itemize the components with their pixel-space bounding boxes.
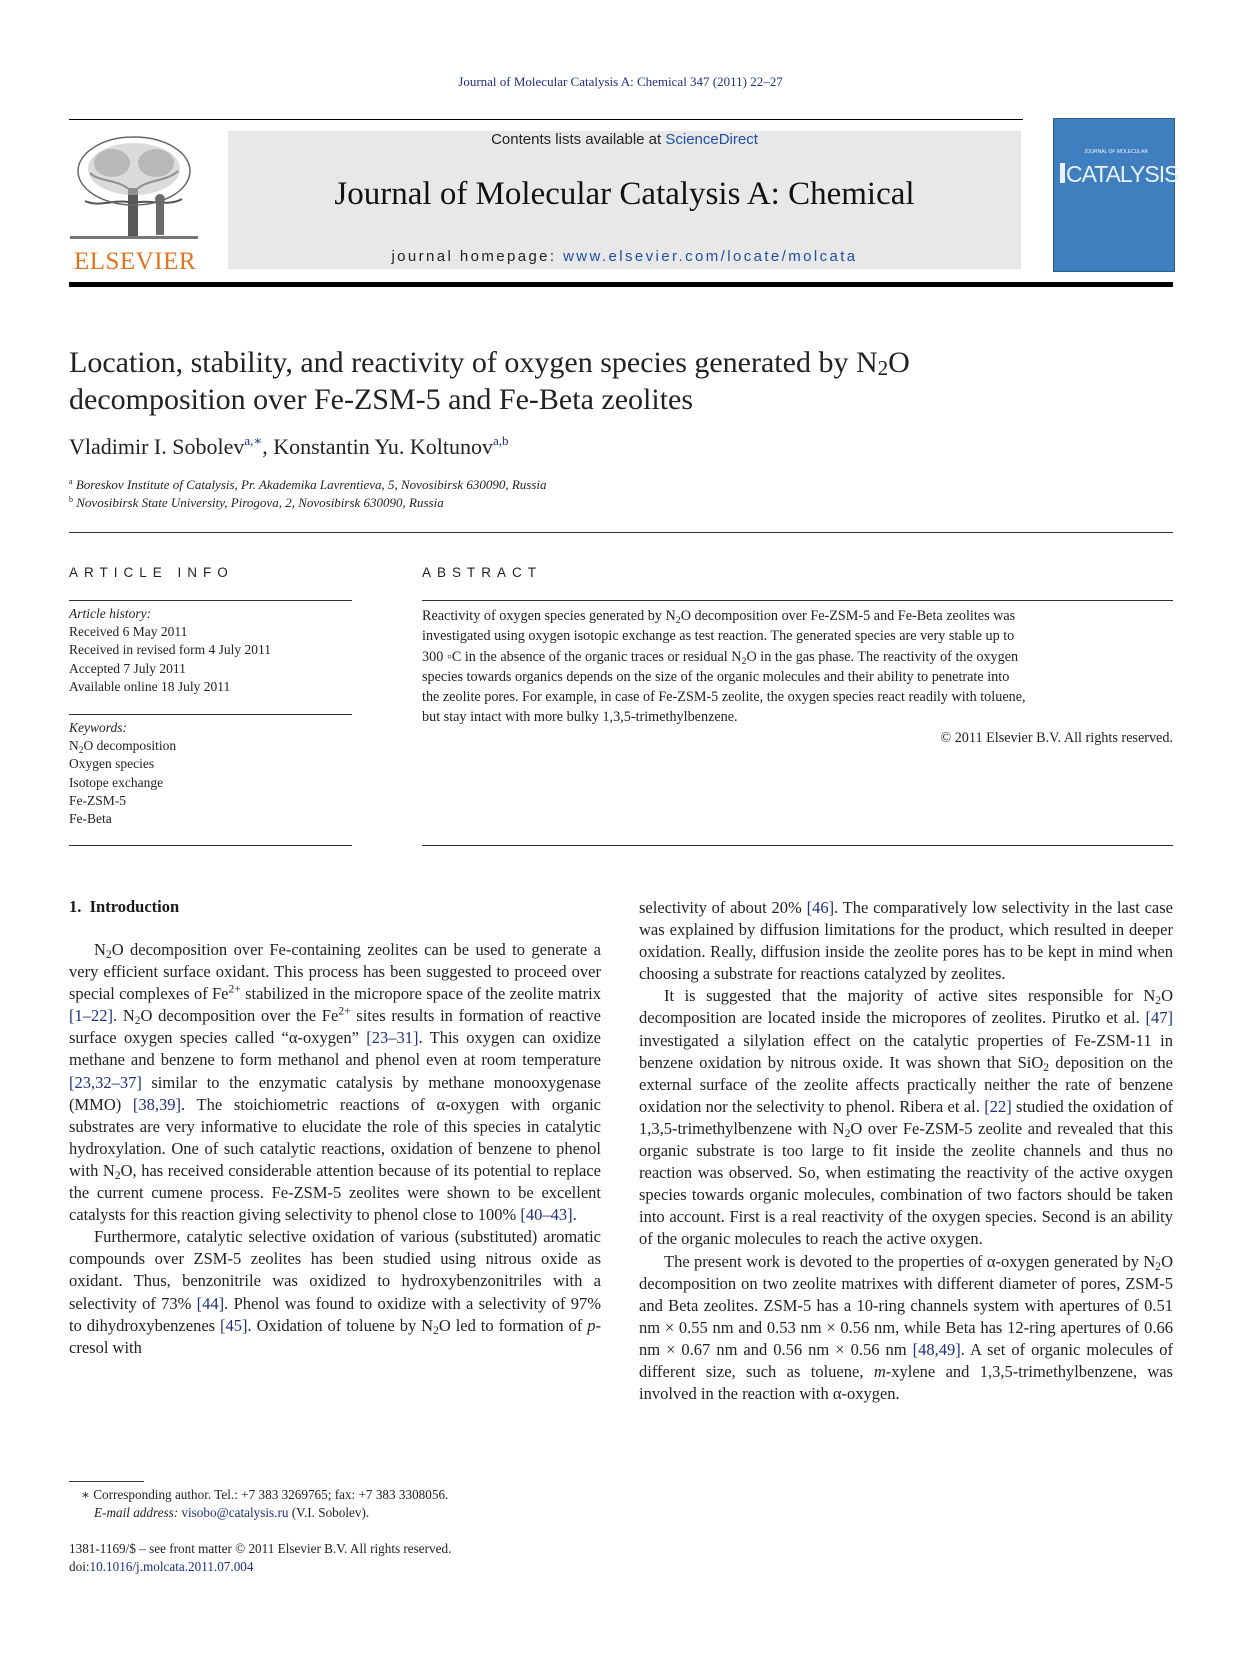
abstract-heading: ABSTRACT bbox=[422, 565, 543, 580]
history-revised: Received in revised form 4 July 2011 bbox=[69, 642, 271, 658]
abs-l3-b: O in the gas phase. The reactivity of the oxygen bbox=[746, 648, 1019, 665]
intro-right-column bbox=[639, 897, 1173, 1405]
title-line1: Location, stability, and reactivity of oxygen species generated by N bbox=[69, 346, 878, 379]
author-koltunov: Konstantin Yu. Koltunov bbox=[273, 434, 494, 459]
abstract-bottom-rule bbox=[422, 845, 1173, 846]
email-post: (V.I. Sobolev). bbox=[288, 1505, 370, 1521]
p1-text-a: O decomposition over Fe-containing zeolites can be used to generate a very efficient surface oxidant. This process has been suggested to proceed over special complexes of Fe bbox=[69, 940, 601, 1004]
title-line2: decomposition over Fe-ZSM-5 and Fe-Beta zeolites bbox=[69, 383, 694, 416]
p1-n: N bbox=[94, 940, 106, 959]
affiliation-a bbox=[69, 477, 547, 493]
kw1-n: N bbox=[69, 738, 79, 754]
front-matter-footer bbox=[69, 1540, 629, 1576]
journal-homepage-line bbox=[228, 248, 1021, 265]
p1-text-j: . bbox=[572, 1205, 577, 1225]
kw1-rest: O decomposition bbox=[83, 738, 177, 754]
r0-text-b: . The comparatively low selectivity in the last case was explained by diffusion limitations for the product, which resulted in deeper oxidation. Really, diffusion inside the zeolite pores has to be kept in mind when choosing a substrate for reactions catalyzed by zeolites. bbox=[639, 898, 1174, 984]
r2-sub: 2 bbox=[1155, 1260, 1162, 1273]
p1-sub2: 2 bbox=[134, 1015, 141, 1028]
corresponding-line bbox=[81, 1486, 621, 1504]
author2-affil-marks[interactable]: a,b bbox=[493, 433, 509, 448]
homepage-link[interactable]: www.elsevier.com/locate/molcata bbox=[563, 248, 858, 265]
keywords-label: Keywords: bbox=[69, 720, 127, 735]
doi-label: doi: bbox=[69, 1559, 90, 1575]
abs-l1-a: Reactivity of oxygen species generated by N bbox=[422, 608, 676, 624]
abstract-rule bbox=[422, 600, 1173, 601]
ref-45[interactable]: [45] bbox=[220, 1315, 248, 1335]
p2-text-c: . Oxidation of toluene by N bbox=[247, 1315, 434, 1335]
footnote-corr-text: Corresponding author. Tel.: +7 383 3269765; fax: +7 383 3308056. bbox=[89, 1487, 449, 1502]
r1-text-f: O over Fe-ZSM-5 zeolite and revealed that this organic substrate is too large to fit inside the zeolite channels and thus no reaction was observed. So, when estimating the reactivity of the active oxygen species towards organic molecules, combination of two factors should be taken into account. First is a real reactivity of the oxygen species. Second is an ability of the organic molecules to reach the active oxygen. bbox=[639, 1118, 1174, 1249]
journal-cover-thumbnail[interactable] bbox=[1053, 118, 1179, 272]
article-history bbox=[69, 605, 352, 696]
p1-sub1: 2 bbox=[105, 949, 112, 961]
r1-text-e: studied the oxidation of 1,3,5-trimethylbenzene with N bbox=[639, 1096, 1173, 1138]
author-sobolev: Vladimir I. Sobolev bbox=[69, 434, 245, 459]
affil-b-text: Novosibirsk State University, Pirogova, 2, Novosibirsk 630090, Russia bbox=[76, 495, 444, 510]
elsevier-wordmark: ELSEVIER bbox=[73, 248, 197, 275]
keyword-isotope-exchange: Isotope exchange bbox=[69, 774, 164, 790]
affiliation-b bbox=[69, 495, 444, 511]
keyword-n2o bbox=[69, 737, 352, 755]
r2-text-e: -xylene and 1,3,5-trimethylbenzene, was involved in the reaction with α-oxygen. bbox=[639, 1361, 1173, 1404]
r1-text-b: O decomposition are located inside the micropores of zeolites. Pirutko et al. bbox=[639, 986, 1173, 1028]
abstract-line-2: investigated using oxygen isotopic exchange as test reaction. The generated species are very stable up to bbox=[422, 628, 1015, 645]
article-info-bottom-rule bbox=[69, 845, 352, 846]
abs-l3-sub: 2 bbox=[741, 655, 747, 667]
cover-title: CATALYSIS bbox=[1066, 161, 1179, 187]
issn-line: 1381-1169/$ – see front matter © 2011 Elsevier B.V. All rights reserved. bbox=[69, 1541, 452, 1556]
r1-sub1: 2 bbox=[1155, 995, 1162, 1008]
intro-heading bbox=[69, 897, 179, 917]
cover-bar-mark bbox=[1060, 163, 1065, 183]
article-info-rule bbox=[69, 600, 352, 601]
p2-sub: 2 bbox=[433, 1324, 439, 1337]
p1-text-f: . This oxygen can oxidize methane and benzene to form methanol and phenol even at room temperature bbox=[69, 1028, 601, 1070]
right-paragraph-1 bbox=[639, 985, 1173, 1250]
footnote-rule bbox=[69, 1481, 144, 1482]
article-info-heading: ARTICLE INFO bbox=[69, 565, 234, 580]
ref-23-32-37[interactable]: [23,32–37] bbox=[69, 1072, 142, 1092]
r1-text-a: It is suggested that the majority of active sites responsible for N bbox=[664, 986, 1156, 1006]
affil-divider bbox=[69, 532, 1173, 533]
ref-23-31[interactable]: [23–31] bbox=[366, 1028, 419, 1048]
doi-line bbox=[69, 1558, 629, 1576]
p1-sub3: 2 bbox=[114, 1169, 121, 1182]
p1-text-e: sites results in formation of reactive surface oxygen species called “α-oxygen” bbox=[69, 1006, 601, 1048]
ref-1-22[interactable]: [1–22] bbox=[69, 1006, 113, 1026]
p1-sup2: 2+ bbox=[338, 1005, 351, 1018]
keywords bbox=[69, 719, 352, 828]
journal-title: Journal of Molecular Catalysis A: Chemical bbox=[334, 176, 915, 212]
journal-citation-line[interactable]: Journal of Molecular Catalysis A: Chemical 347 (2011) 22–27 bbox=[458, 74, 783, 89]
ref-22[interactable]: [22] bbox=[984, 1096, 1012, 1116]
p2-text-f: -cresol with bbox=[69, 1315, 602, 1357]
keywords-rule bbox=[69, 714, 352, 715]
affil-b-mark: b bbox=[69, 495, 73, 504]
abs-l1-b: O decomposition over Fe-ZSM-5 and Fe-Beta zeolites was bbox=[680, 608, 1016, 624]
keyword-fe-beta: Fe-Beta bbox=[69, 811, 112, 827]
p1-text-c: . N bbox=[113, 1006, 135, 1026]
abstract-line-5: the zeolite pores. For example, in case of Fe-ZSM-5 zeolite, the oxygen species react readily with toluene, bbox=[422, 689, 1026, 706]
corresponding-author-footnote bbox=[81, 1486, 621, 1522]
p1-text-i: O, has received considerable attention because of its potential to replace the current cumene process. Fe-ZSM-5 zeolites were shown to be excellent catalysts for this reaction giving selectivity to phenol close to 100% bbox=[69, 1160, 602, 1225]
affil-a-mark: a bbox=[69, 477, 73, 486]
contents-prefix: Contents lists available at bbox=[491, 131, 666, 148]
author1-affil-marks[interactable]: a,∗ bbox=[244, 433, 263, 448]
history-accepted: Accepted 7 July 2011 bbox=[69, 660, 186, 676]
p2-italic-p: p bbox=[587, 1315, 596, 1335]
elsevier-tree-logo bbox=[70, 133, 198, 243]
history-online: Available online 18 July 2011 bbox=[69, 678, 231, 694]
p1-text-d: O decomposition over the Fe bbox=[140, 1006, 339, 1026]
keyword-fe-zsm5: Fe-ZSM-5 bbox=[69, 792, 126, 808]
intro-paragraph-2 bbox=[69, 1226, 601, 1359]
abs-l1-sub: 2 bbox=[675, 615, 681, 626]
title-subscript: 2 bbox=[877, 356, 889, 380]
r2-italic-m: m bbox=[873, 1361, 886, 1381]
ref-47[interactable]: [47] bbox=[1145, 1008, 1173, 1028]
r2-text-c: . A set of organic molecules of different size, such as toluene, bbox=[639, 1339, 1173, 1381]
r1-sub2: 2 bbox=[1043, 1061, 1050, 1074]
abstract-line-4: species towards organics depends on the size of the organic molecules and their ability to penetrate into bbox=[422, 668, 1010, 685]
ref-48-49[interactable]: [48,49] bbox=[912, 1339, 961, 1359]
kw1-sub: 2 bbox=[78, 746, 84, 757]
p1-text-g: similar to the enzymatic catalysis by methane monooxygenase (MMO) bbox=[69, 1072, 601, 1114]
article-title bbox=[69, 344, 1169, 418]
intro-left-column bbox=[69, 939, 601, 1359]
p1-text-h: . The stoichiometric reactions of α-oxygen with organic substrates are very informative to elucidate the role of this species in catalytic hydroxylation. One of such catalytic reactions, oxidation of benzene to phenol with N bbox=[69, 1094, 601, 1180]
r0-text-a: selectivity of about 20% bbox=[639, 898, 807, 917]
history-label: Article history: bbox=[69, 606, 152, 621]
p1-text-b: stabilized in the micropore space of the zeolite matrix bbox=[240, 984, 601, 1004]
r2-text-b: O decomposition on two zeolite matrixes with different diameter of pores, ZSM-5 and Beta zeolites. ZSM-5 has a 10-ring channels system with apertures of 0.51 nm × 0.55 nm and 0.53 nm × 0.56 nm, while Beta has 12-ring apertures of 0.66 nm × 0.67 nm and 0.56 nm × 0.56 nm bbox=[639, 1251, 1173, 1359]
keyword-oxygen-species: Oxygen species bbox=[69, 756, 155, 772]
email-link[interactable]: visobo@catalysis.ru bbox=[181, 1505, 289, 1521]
intro-heading-number: 1. bbox=[69, 897, 82, 916]
sciencedirect-link[interactable]: ScienceDirect bbox=[665, 131, 758, 148]
header-top-rule bbox=[69, 119, 1023, 120]
abstract-copyright: © 2011 Elsevier B.V. All rights reserved. bbox=[940, 729, 1173, 746]
history-received: Received 6 May 2011 bbox=[69, 624, 188, 640]
r1-text-c: investigated a silylation effect on the catalytic properties of Fe-ZSM-11 in benzene oxidation by nitrous oxide. It was shown that SiO bbox=[639, 1030, 1173, 1072]
abstract-line-3 bbox=[422, 647, 1173, 667]
p2-text-d: O led to formation of bbox=[438, 1315, 588, 1335]
right-paragraph-0 bbox=[639, 897, 1173, 985]
abstract-line-6: but stay intact with more bulky 1,3,5-trimethylbenzene. bbox=[422, 709, 738, 726]
footnote-star: ∗ bbox=[81, 1487, 90, 1502]
right-paragraph-2 bbox=[639, 1251, 1173, 1406]
contents-line bbox=[228, 131, 1021, 148]
abstract-line-1 bbox=[422, 606, 1173, 626]
abstract-text bbox=[422, 606, 1173, 748]
affil-a-text: Boreskov Institute of Catalysis, Pr. Akademika Lavrentieva, 5, Novosibirsk 630090, Russia bbox=[75, 477, 547, 492]
title-line1-end: O bbox=[888, 346, 910, 379]
p2-text-a: Furthermore, catalytic selective oxidation of various (substituted) aromatic compounds over ZSM-5 zeolites has been studied using nitrous oxide as oxidant. Thus, benzonitrile was oxidized to hydroxybenzonitriles with a selectivity of 73% bbox=[69, 1227, 601, 1313]
ref-40-43[interactable]: [40–43] bbox=[520, 1205, 573, 1225]
p1-sup1: 2+ bbox=[228, 983, 241, 996]
doi-link[interactable]: 10.1016/j.molcata.2011.07.004 bbox=[89, 1559, 254, 1575]
author-list bbox=[69, 434, 509, 460]
ref-44[interactable]: [44] bbox=[196, 1293, 225, 1313]
r1-sub3: 2 bbox=[844, 1127, 851, 1140]
p2-text-b: . Phenol was found to oxidize with a selectivity of 97% to dihydroxybenzenes bbox=[69, 1293, 601, 1335]
ref-38-39[interactable]: [38,39] bbox=[132, 1094, 182, 1114]
intro-paragraph-1 bbox=[69, 939, 601, 1226]
header-bottom-rule bbox=[69, 282, 1173, 287]
r1-text-d: deposition on the external surface of the zeolite affects practically neither the rate of benzene oxidation nor the selectivity to phenol. Ribera et al. bbox=[639, 1052, 1174, 1116]
homepage-prefix: journal homepage: bbox=[391, 248, 564, 265]
email-label: E-mail address: bbox=[94, 1505, 182, 1521]
cover-small-text: JOURNAL OF MOLECULAR bbox=[1084, 149, 1148, 155]
email-line bbox=[81, 1504, 621, 1522]
ref-46[interactable]: [46] bbox=[806, 898, 835, 917]
author-separator: , bbox=[262, 434, 274, 459]
intro-heading-text: Introduction bbox=[89, 897, 180, 916]
abs-l3-a: 300 ◦C in the absence of the organic traces or residual N bbox=[422, 648, 742, 665]
r2-text-a: The present work is devoted to the properties of α-oxygen generated by N bbox=[664, 1251, 1156, 1271]
